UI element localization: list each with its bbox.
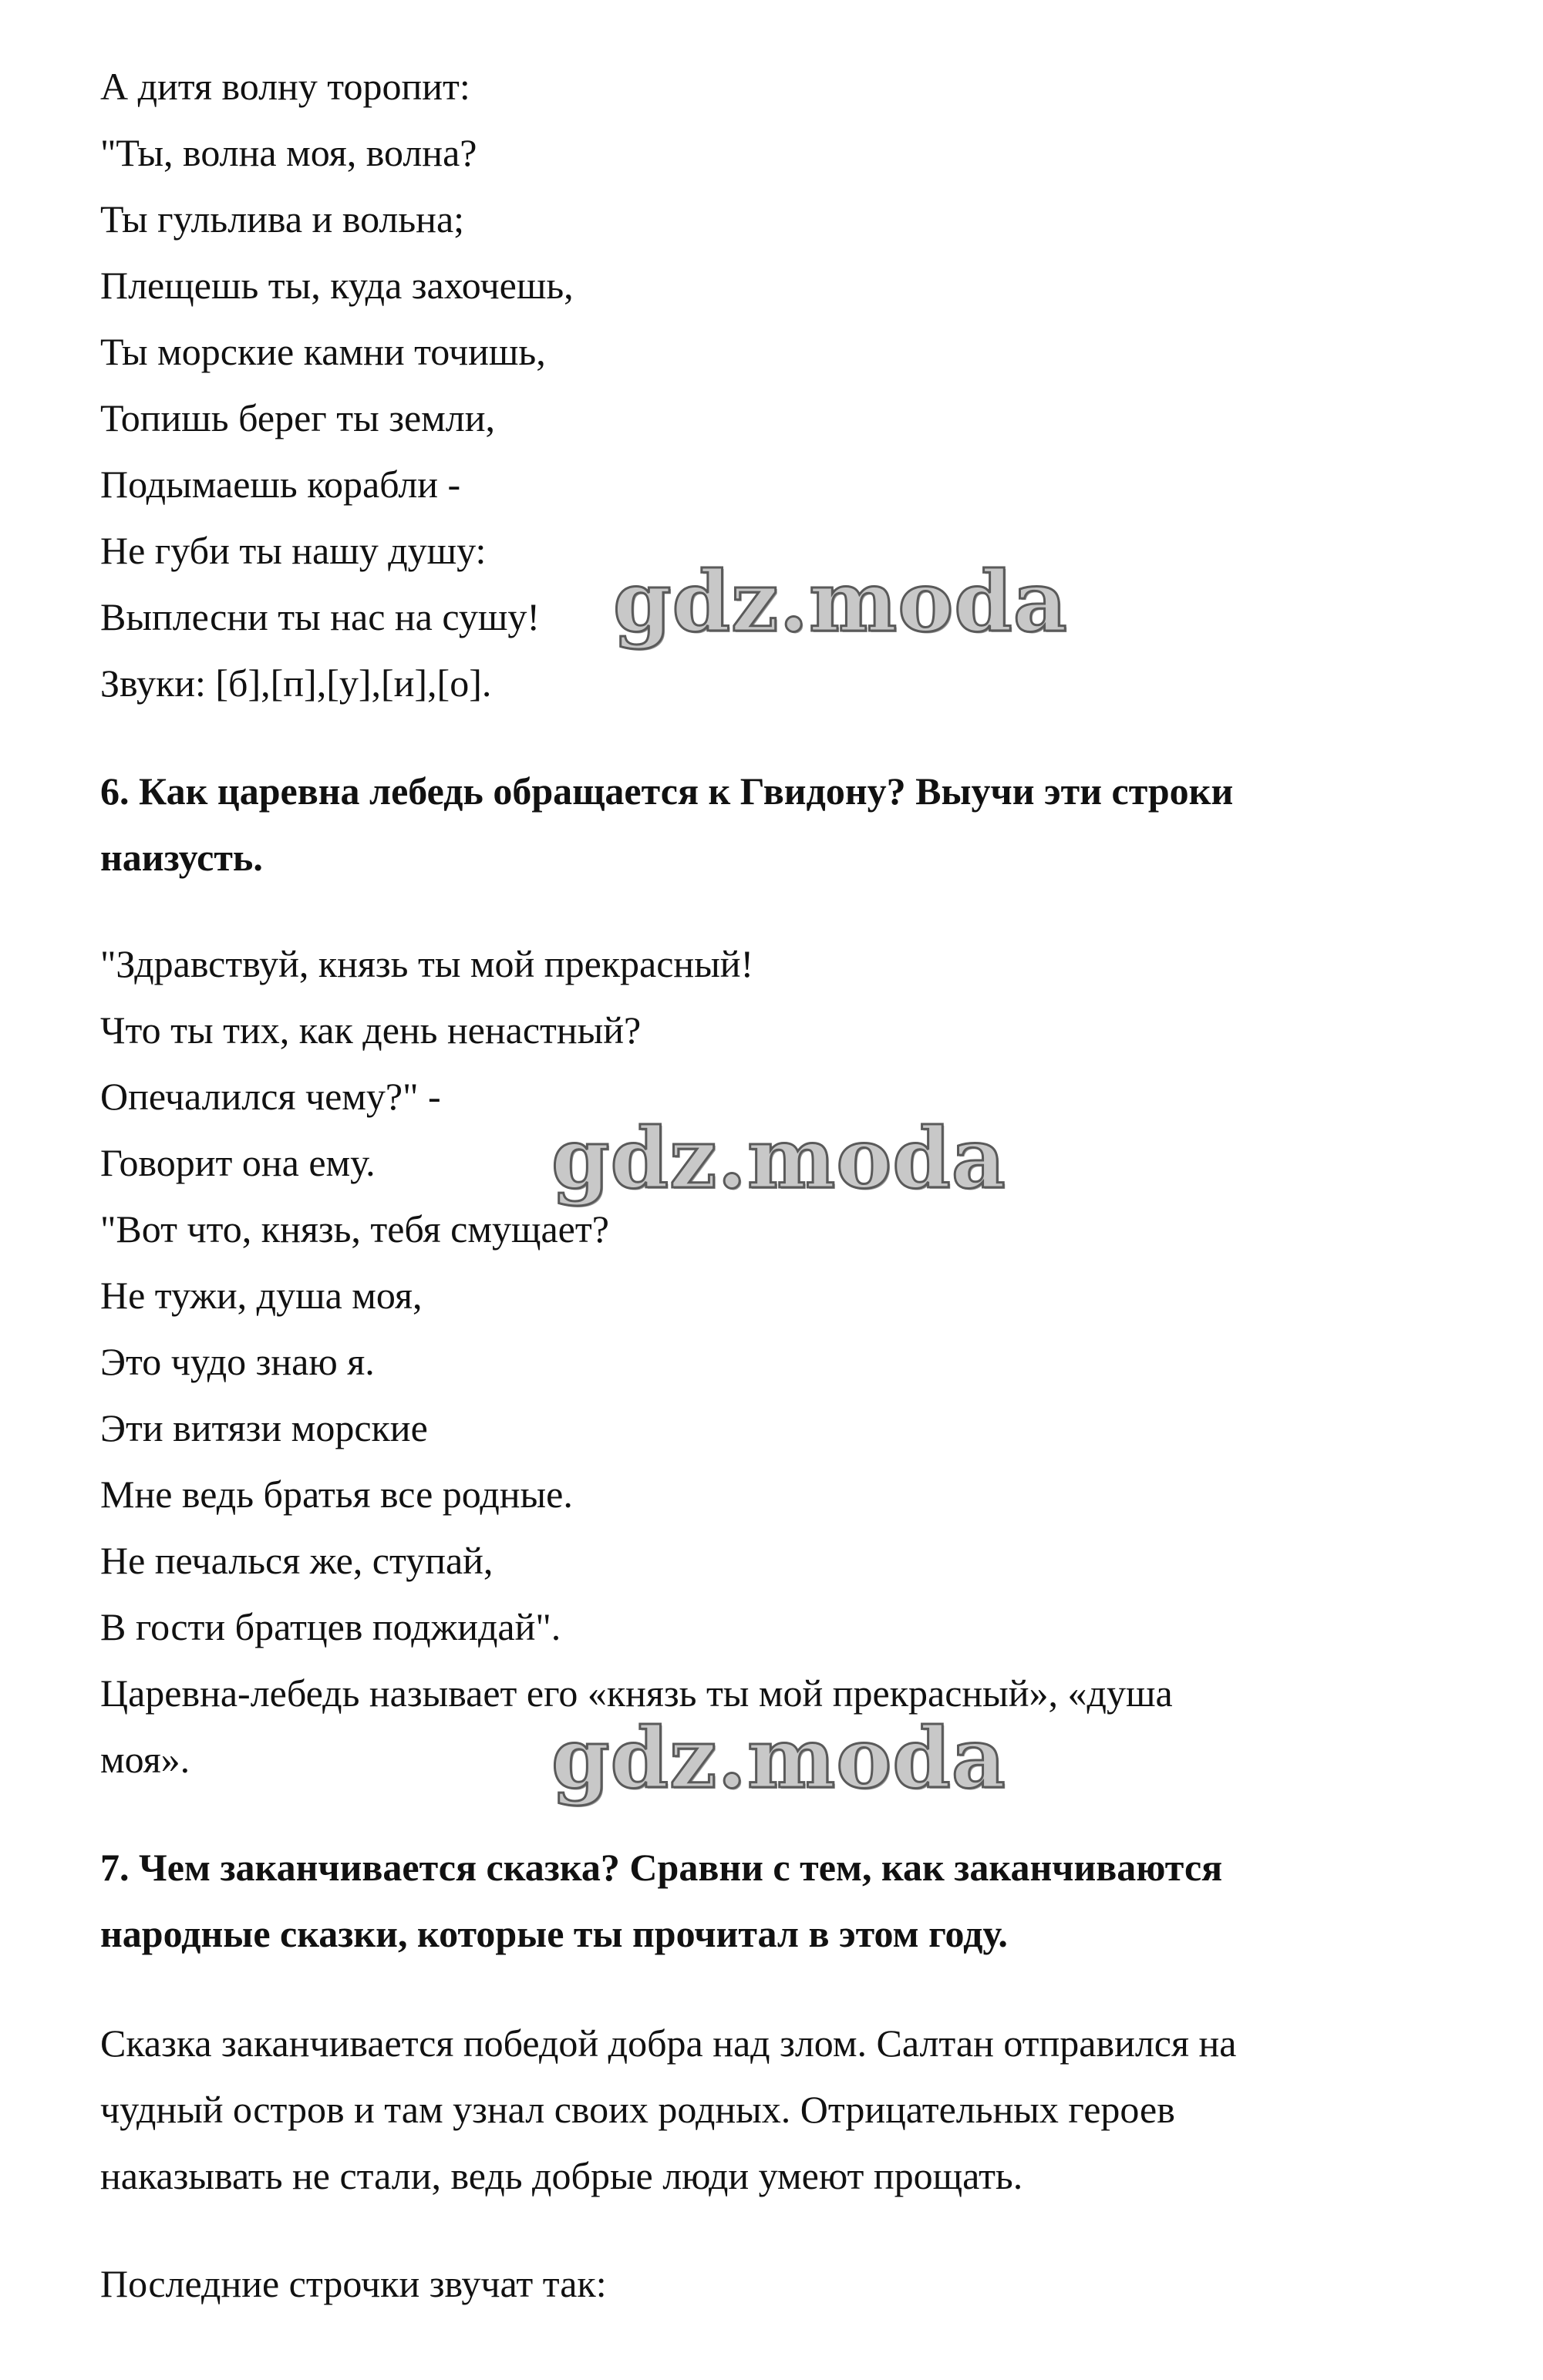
poem1-line-1: А дитя волну торопит: bbox=[100, 65, 470, 108]
question-6-line-2: наизусть. bbox=[100, 836, 263, 879]
poem1-line-4: Плещешь ты, куда захочешь, bbox=[100, 264, 574, 307]
poem2-line-2: Что ты тих, как день ненастный? bbox=[100, 1008, 642, 1052]
poem1-line-3: Ты гульлива и вольна; bbox=[100, 197, 465, 241]
poem1-line-9: Выплесни ты нас на сушу! bbox=[100, 595, 541, 638]
poem2-line-3: Опечалился чему?" - bbox=[100, 1075, 441, 1118]
poem1-line-8: Не губи ты нашу душу: bbox=[100, 529, 487, 572]
poem2-line-6: Не тужи, душа моя, bbox=[100, 1274, 423, 1317]
poem1-line-6: Топишь берег ты земли, bbox=[100, 396, 496, 439]
poem2-line-10: Не печалься же, ступай, bbox=[100, 1539, 494, 1582]
poem2-line-13: моя». bbox=[100, 1738, 190, 1781]
watermark-logo: gdz.moda bbox=[551, 1710, 1006, 1807]
question-6-line-1: 6. Как царевна лебедь обращается к Гвидону? Выучи эти строки bbox=[100, 769, 1234, 813]
poem2-line-4: Говорит она ему. bbox=[100, 1141, 376, 1184]
poem2-line-8: Эти витязи морские bbox=[100, 1406, 428, 1449]
last-line: Последние строчки звучат так: bbox=[100, 2262, 607, 2305]
poem2-line-5: "Вот что, князь, тебя смущает? bbox=[100, 1207, 609, 1251]
poem1-line-5: Ты морские камни точишь, bbox=[100, 330, 546, 373]
question-7-line-2: народные сказки, которые ты прочитал в этом году. bbox=[100, 1912, 1008, 1955]
poem1-line-7: Подымаешь корабли - bbox=[100, 463, 461, 506]
poem2-line-9: Мне ведь братья все родные. bbox=[100, 1473, 573, 1516]
answer-7-line-2: чудный остров и там узнал своих родных. Отрицательных героев bbox=[100, 2088, 1175, 2131]
answer-7-line-1: Сказка заканчивается победой добра над злом. Салтан отправился на bbox=[100, 2021, 1237, 2065]
watermark-logo: gdz.moda bbox=[613, 554, 1068, 651]
poem2-line-1: "Здравствуй, князь ты мой прекрасный! bbox=[100, 942, 754, 985]
poem2-line-11: В гости братцев поджидай". bbox=[100, 1605, 561, 1648]
poem1-line-2: "Ты, волна моя, волна? bbox=[100, 131, 477, 174]
answer-7-line-3: наказывать не стали, ведь добрые люди умеют прощать. bbox=[100, 2154, 1023, 2197]
poem2-line-7: Это чудо знаю я. bbox=[100, 1340, 375, 1383]
watermark-logo: gdz.moda bbox=[551, 1110, 1006, 1207]
poem1-line-10: Звуки: [б],[п],[у],[и],[о]. bbox=[100, 661, 492, 705]
question-7-line-1: 7. Чем заканчивается сказка? Сравни с тем, как заканчиваются bbox=[100, 1846, 1223, 1889]
poem2-line-12: Царевна-лебедь называет его «князь ты мой прекрасный», «душа bbox=[100, 1671, 1173, 1715]
